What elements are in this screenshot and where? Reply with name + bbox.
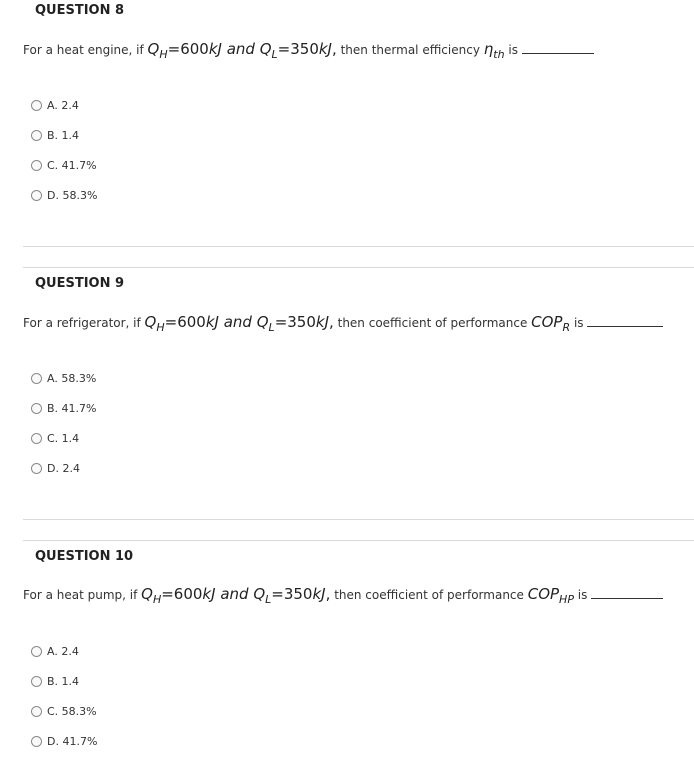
q-subscript: H	[152, 593, 162, 606]
radio-button[interactable]	[31, 463, 42, 474]
divider	[23, 540, 694, 541]
target-symbol: COP	[531, 313, 563, 331]
q-unit: kJ	[318, 40, 332, 58]
option-label: A. 58.3%	[47, 372, 97, 385]
math-symbol	[531, 313, 571, 334]
option-d[interactable]	[31, 462, 80, 475]
question-title: QUESTION 8	[35, 3, 125, 18]
q-value: =600	[161, 585, 203, 603]
q-symbol: Q	[259, 40, 272, 58]
and-word: and	[218, 313, 257, 331]
math-qh	[144, 313, 334, 334]
q-subscript: L	[265, 593, 272, 606]
and-word: and	[221, 40, 260, 58]
option-a[interactable]	[31, 645, 79, 658]
answer-blank	[591, 588, 663, 599]
q-symbol: Q	[141, 585, 153, 603]
math-qh	[141, 585, 331, 606]
target-subscript: th	[493, 48, 505, 61]
answer-blank	[522, 43, 594, 54]
radio-button[interactable]	[31, 160, 42, 171]
question-text-mid: then coefficient of performance	[330, 588, 528, 602]
divider	[23, 519, 694, 520]
q-symbol: Q	[253, 585, 266, 603]
option-b[interactable]	[31, 402, 96, 415]
option-label: B. 1.4	[47, 675, 80, 688]
divider	[23, 267, 694, 268]
math-symbol	[483, 40, 505, 61]
q-value: =350	[271, 585, 313, 603]
question-title: QUESTION 10	[35, 549, 134, 564]
q-symbol: Q	[144, 313, 157, 331]
radio-button[interactable]	[31, 190, 42, 201]
q-unit: kJ	[205, 313, 219, 331]
option-a[interactable]	[31, 372, 96, 385]
option-d[interactable]	[31, 735, 97, 748]
q-subscript: H	[159, 48, 168, 61]
radio-button[interactable]	[31, 646, 42, 657]
option-b[interactable]	[31, 129, 79, 142]
q-unit: kJ	[208, 40, 222, 58]
option-label: A. 2.4	[47, 645, 79, 658]
question-text-post: is	[573, 588, 588, 602]
radio-button[interactable]	[31, 706, 42, 717]
comma: ,	[325, 585, 331, 603]
question-text	[23, 585, 663, 606]
radio-button[interactable]	[31, 433, 42, 444]
radio-button[interactable]	[31, 403, 42, 414]
q-symbol: Q	[147, 40, 160, 58]
option-label: C. 41.7%	[47, 159, 97, 172]
q-unit: kJ	[202, 585, 216, 603]
option-label: D. 41.7%	[47, 735, 98, 748]
q-subscript: H	[156, 321, 165, 334]
question-text-post: is	[504, 43, 518, 57]
question-title: QUESTION 9	[35, 276, 125, 291]
option-b[interactable]	[31, 675, 79, 688]
and-word: and	[215, 585, 254, 603]
option-label: D. 2.4	[47, 462, 80, 475]
question-text-pre: For a heat engine, if	[23, 43, 148, 57]
option-d[interactable]	[31, 189, 97, 202]
q-value: =600	[167, 40, 209, 58]
target-symbol: COP	[527, 585, 560, 603]
q-unit: kJ	[315, 313, 330, 331]
option-label: B. 41.7%	[47, 402, 97, 415]
q-value: =600	[164, 313, 206, 331]
option-label: D. 58.3%	[47, 189, 98, 202]
radio-button[interactable]	[31, 100, 42, 111]
q-symbol: Q	[256, 313, 269, 331]
radio-button[interactable]	[31, 736, 42, 747]
target-symbol: η	[483, 40, 494, 58]
question-text-post: is	[570, 316, 584, 330]
option-c[interactable]	[31, 432, 79, 445]
target-subscript: R	[562, 321, 571, 334]
question-text-mid: then coefficient of performance	[333, 316, 532, 330]
comma: ,	[329, 313, 334, 331]
radio-button[interactable]	[31, 373, 42, 384]
option-label: A. 2.4	[47, 99, 79, 112]
math-qh	[147, 40, 337, 61]
option-c[interactable]	[31, 159, 97, 172]
math-symbol	[527, 585, 574, 606]
question-text-pre: For a refrigerator, if	[23, 316, 145, 330]
q-value: =350	[274, 313, 316, 331]
q-subscript: L	[268, 321, 275, 334]
radio-button[interactable]	[31, 676, 42, 687]
q-subscript: L	[271, 48, 278, 61]
option-c[interactable]	[31, 705, 97, 718]
answer-blank	[587, 316, 663, 327]
divider	[23, 246, 694, 247]
option-label: B. 1.4	[47, 129, 80, 142]
question-text	[23, 40, 594, 61]
option-label: C. 1.4	[47, 432, 80, 445]
question-text	[23, 313, 663, 334]
question-text-mid: then thermal efficiency	[336, 43, 484, 57]
question-text-pre: For a heat pump, if	[23, 588, 142, 602]
option-label: C. 58.3%	[47, 705, 97, 718]
q-value: =350	[277, 40, 319, 58]
comma: ,	[332, 40, 337, 58]
target-subscript: HP	[559, 593, 574, 606]
q-unit: kJ	[312, 585, 326, 603]
option-a[interactable]	[31, 99, 79, 112]
radio-button[interactable]	[31, 130, 42, 141]
